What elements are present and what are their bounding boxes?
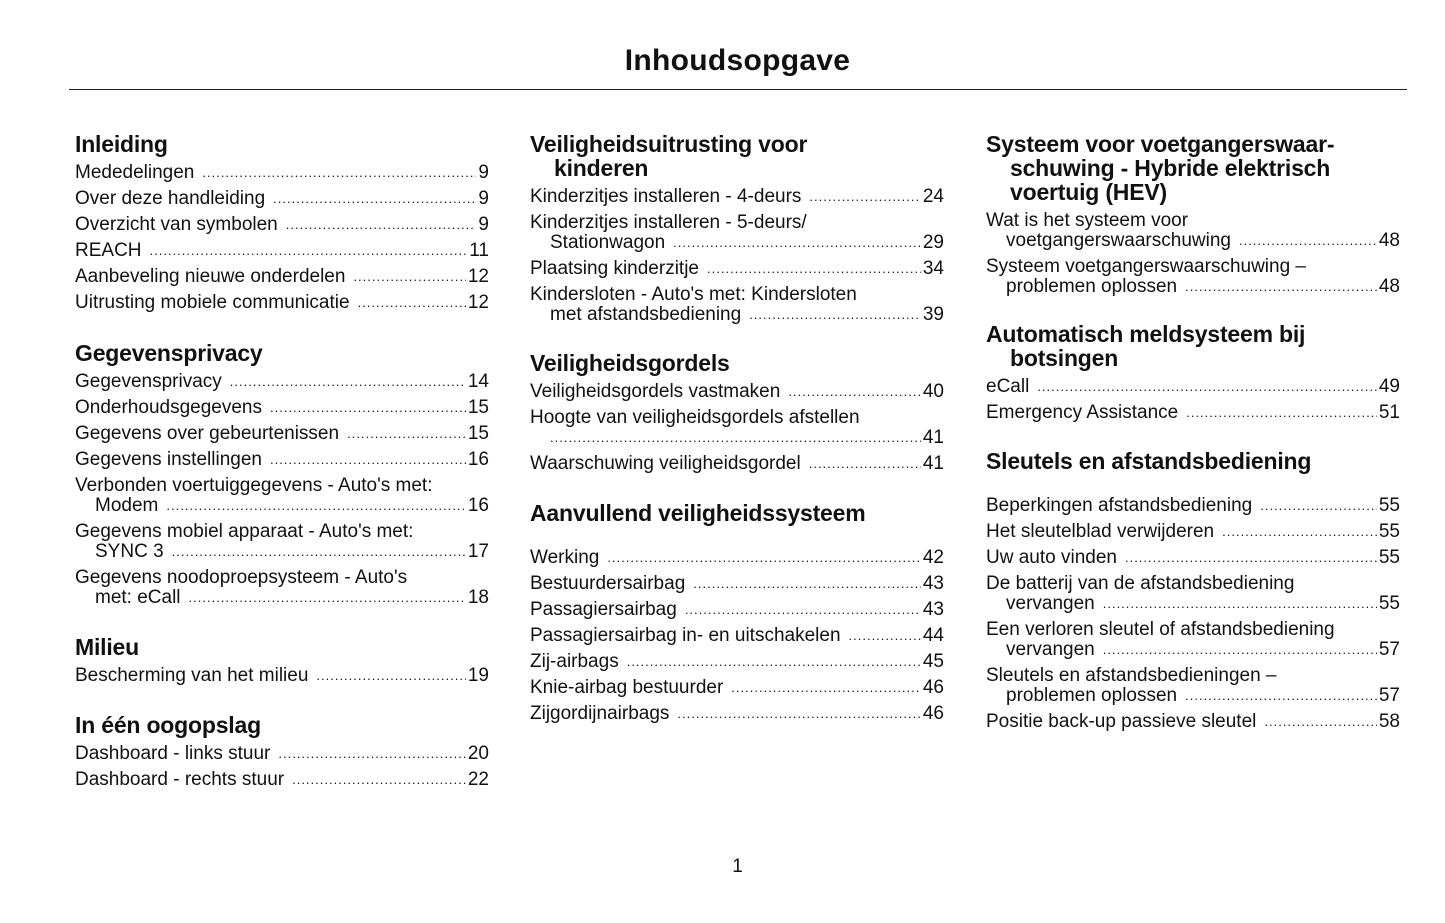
leader-dots xyxy=(1125,548,1377,568)
toc-entry[interactable] xyxy=(986,403,1400,423)
leader-dots xyxy=(809,454,921,474)
toc-entry-title: Overzicht van symbolen xyxy=(75,214,278,235)
toc-section xyxy=(75,132,489,319)
section-heading xyxy=(75,713,489,737)
toc-entry-line xyxy=(530,382,944,402)
toc-section xyxy=(986,132,1400,303)
toc-entry-title: voetgangerswaarschuwing xyxy=(1006,230,1231,251)
toc-entry[interactable] xyxy=(986,211,1400,251)
toc-entry-title: vervangen xyxy=(1006,593,1095,614)
page-title: Inhoudsopgave xyxy=(624,44,851,77)
toc-entry-title: met afstandsbediening xyxy=(550,304,742,325)
leader-dots xyxy=(273,189,476,209)
toc-entry-line xyxy=(75,372,489,392)
toc-entry-page: 48 xyxy=(1378,276,1400,297)
leader-dots xyxy=(731,678,921,698)
toc-entry-title: problemen oplossen xyxy=(1006,685,1178,706)
toc-entry-title: met: eCall xyxy=(95,587,181,608)
leader-dots xyxy=(270,450,466,470)
section-heading-line: kinderen xyxy=(554,155,649,181)
leader-dots xyxy=(1185,277,1377,297)
toc-entry[interactable] xyxy=(75,770,489,790)
toc-entry-title: Positie back-up passieve sleutel xyxy=(986,711,1257,732)
leader-dots xyxy=(707,259,921,279)
toc-section xyxy=(986,322,1400,429)
toc-entry[interactable] xyxy=(75,522,489,562)
toc-entry-title: Waarschuwing veiligheidsgordel xyxy=(530,453,801,474)
toc-entry[interactable] xyxy=(75,372,489,392)
leader-dots xyxy=(1186,403,1377,423)
toc-entry-line xyxy=(530,187,944,207)
section-heading-line: Inleiding xyxy=(75,131,168,157)
leader-dots xyxy=(150,241,468,261)
toc-entry-page: 42 xyxy=(922,547,944,568)
toc-entry-page: 9 xyxy=(478,188,489,209)
toc-entry-page: 24 xyxy=(922,186,944,207)
toc-entry-page: 15 xyxy=(467,423,489,444)
toc-entry[interactable] xyxy=(75,163,489,183)
toc-entry-line xyxy=(530,704,944,724)
section-heading-line: Aanvullend veiligheidssysteem xyxy=(530,500,866,526)
toc-entry[interactable] xyxy=(75,476,489,516)
leader-dots xyxy=(1260,496,1377,516)
toc-entry-page: 51 xyxy=(1378,402,1400,423)
toc-section xyxy=(986,449,1400,738)
toc-entry-page: 45 xyxy=(922,651,944,672)
toc-entry-first-line: Kindersloten - Auto's met: Kindersloten xyxy=(530,284,857,305)
toc-entry-title: Gegevens instellingen xyxy=(75,449,262,470)
toc-entry-line xyxy=(75,241,489,261)
toc-entry-title: REACH xyxy=(75,240,142,261)
section-heading-line: Milieu xyxy=(75,634,139,660)
toc-entry-line xyxy=(75,163,489,183)
toc-entry-title: problemen oplossen xyxy=(1006,276,1178,297)
toc-entry-page: 29 xyxy=(922,232,944,253)
leader-dots xyxy=(677,704,920,724)
section-heading xyxy=(530,501,944,525)
leader-dots xyxy=(316,666,465,686)
toc-entry-page: 12 xyxy=(467,266,489,287)
toc-entry-title: SYNC 3 xyxy=(95,541,164,562)
toc-entry-line xyxy=(530,259,944,279)
toc-entry-title: Emergency Assistance xyxy=(986,402,1179,423)
toc-entry-page: 40 xyxy=(922,381,944,402)
toc-entry[interactable] xyxy=(530,652,944,672)
toc-entry[interactable] xyxy=(986,712,1400,732)
toc-entry[interactable] xyxy=(75,666,489,686)
toc-entry-line xyxy=(530,305,944,325)
leader-dots xyxy=(685,600,921,620)
toc-entry[interactable] xyxy=(530,213,944,253)
toc-section xyxy=(530,501,944,730)
toc-entry-line xyxy=(530,548,944,568)
toc-entry-first-line: Gegevens noodoproepsysteem - Auto's xyxy=(75,567,408,588)
toc-entry-line xyxy=(75,189,489,209)
leader-dots xyxy=(1239,231,1377,251)
section-heading xyxy=(530,351,944,375)
toc-entry-line xyxy=(530,626,944,646)
toc-entry-page: 41 xyxy=(922,427,944,448)
leader-dots xyxy=(550,428,921,448)
toc-entry-title: vervangen xyxy=(1006,639,1095,660)
toc-section xyxy=(75,635,489,692)
toc-entry-line xyxy=(986,496,1400,516)
toc-entry-line xyxy=(75,424,489,444)
toc-entry[interactable] xyxy=(75,744,489,764)
toc-entry-page: 48 xyxy=(1378,230,1400,251)
toc-entry-title: Over deze handleiding xyxy=(75,188,266,209)
toc-entry[interactable] xyxy=(75,293,489,313)
toc-entry-title: Gegevensprivacy xyxy=(75,371,222,392)
toc-entry[interactable] xyxy=(530,187,944,207)
toc-entry-first-line: Kinderzitjes installeren - 5-deurs/ xyxy=(530,212,807,233)
toc-entry-line xyxy=(75,542,489,562)
toc-entry-page: 43 xyxy=(922,599,944,620)
toc-entry-page: 14 xyxy=(467,371,489,392)
toc-entry[interactable] xyxy=(530,574,944,594)
section-heading xyxy=(986,132,1400,204)
section-heading xyxy=(75,341,489,365)
section-heading-line: Sleutels en afstandsbediening xyxy=(986,448,1312,474)
toc-entry[interactable] xyxy=(530,259,944,279)
toc-entry-title: Knie-airbag bestuurder xyxy=(530,677,724,698)
toc-entry-title: Uitrusting mobiele communicatie xyxy=(75,292,350,313)
toc-section xyxy=(530,351,944,480)
toc-entry-line xyxy=(530,233,944,253)
toc-entry-page: 55 xyxy=(1378,495,1400,516)
toc-entry-page: 49 xyxy=(1378,376,1400,397)
section-heading xyxy=(986,322,1400,370)
toc-entry-page: 12 xyxy=(467,292,489,313)
toc-entry-line xyxy=(986,403,1400,423)
toc-entry-line xyxy=(75,267,489,287)
toc-entry-page: 57 xyxy=(1378,639,1400,660)
leader-dots xyxy=(1037,377,1377,397)
toc-entry-page: 19 xyxy=(467,665,489,686)
toc-entry-page: 15 xyxy=(467,397,489,418)
toc-entry-line xyxy=(530,652,944,672)
toc-entry-title: Gegevens over gebeurtenissen xyxy=(75,423,340,444)
leader-dots xyxy=(627,652,921,672)
leader-dots xyxy=(292,770,466,790)
toc-entry-line xyxy=(530,454,944,474)
toc-entry-title: Passagiersairbag xyxy=(530,599,677,620)
toc-entry[interactable] xyxy=(986,574,1400,614)
section-heading-line: Veiligheidsuitrusting voor xyxy=(530,131,808,157)
toc-entry-title: Uw auto vinden xyxy=(986,547,1117,568)
leader-dots xyxy=(607,548,921,568)
section-heading xyxy=(75,635,489,659)
leader-dots xyxy=(693,574,921,594)
toc-entry-page: 44 xyxy=(922,625,944,646)
toc-entry-page: 16 xyxy=(467,495,489,516)
leader-dots xyxy=(270,398,466,418)
leader-dots xyxy=(230,372,466,392)
leader-dots xyxy=(1264,712,1376,732)
toc-entry[interactable] xyxy=(986,522,1400,542)
toc-entry[interactable] xyxy=(986,620,1400,660)
section-heading-line: Systeem voor voetgangerswaar- xyxy=(986,131,1335,157)
toc-entry-title: Beperkingen afstandsbediening xyxy=(986,495,1253,516)
toc-entry-line xyxy=(530,574,944,594)
toc-entry-page: 57 xyxy=(1378,685,1400,706)
toc-entry[interactable] xyxy=(530,285,944,325)
toc-entry-title: Zijgordijnairbags xyxy=(530,703,670,724)
toc-entry[interactable] xyxy=(986,377,1400,397)
toc-entry-title: Passagiersairbag in- en uitschakelen xyxy=(530,625,841,646)
toc-entry[interactable] xyxy=(75,267,489,287)
leader-dots xyxy=(353,267,465,287)
toc-entry-title: Het sleutelblad verwijderen xyxy=(986,521,1215,542)
toc-entry-line xyxy=(75,770,489,790)
toc-entry[interactable] xyxy=(75,424,489,444)
toc-entry[interactable] xyxy=(75,241,489,261)
leader-dots xyxy=(278,744,465,764)
title-divider xyxy=(69,89,1407,90)
section-heading-line: botsingen xyxy=(1010,345,1119,371)
toc-entry-page: 18 xyxy=(467,587,489,608)
leader-dots xyxy=(1222,522,1377,542)
leader-dots xyxy=(749,305,921,325)
toc-entry-line xyxy=(986,686,1400,706)
toc-entry-page: 11 xyxy=(469,240,489,261)
toc-entry-title: eCall xyxy=(986,376,1030,397)
toc-entry-line xyxy=(75,588,489,608)
toc-entry[interactable] xyxy=(530,704,944,724)
toc-entry-line xyxy=(75,450,489,470)
toc-entry-line xyxy=(75,666,489,686)
toc-section xyxy=(75,713,489,796)
toc-entry-page: 43 xyxy=(922,573,944,594)
toc-entry-title: Kinderzitjes installeren - 4-deurs xyxy=(530,186,802,207)
toc-entry[interactable] xyxy=(75,450,489,470)
section-heading-line: Automatisch meldsysteem bij xyxy=(986,321,1306,347)
page-number: 1 xyxy=(732,856,743,877)
toc-entry-line xyxy=(986,712,1400,732)
toc-entry-page: 46 xyxy=(922,703,944,724)
toc-entry-page: 9 xyxy=(478,214,489,235)
leader-dots xyxy=(166,496,466,516)
leader-dots xyxy=(788,382,921,402)
toc-entry-line xyxy=(75,744,489,764)
toc-entry-line xyxy=(986,231,1400,251)
toc-section xyxy=(530,132,944,331)
toc-entry-title: Onderhoudsgegevens xyxy=(75,397,262,418)
toc-entry[interactable] xyxy=(530,454,944,474)
toc-entry-title: Modem xyxy=(95,495,159,516)
toc-entry-first-line: De batterij van de afstandsbediening xyxy=(986,573,1295,594)
toc-entry-first-line: Gegevens mobiel apparaat - Auto's met: xyxy=(75,521,414,542)
section-heading xyxy=(75,132,489,156)
toc-entry-title: Veiligheidsgordels vastmaken xyxy=(530,381,781,402)
toc-entry-page: 9 xyxy=(478,162,489,183)
toc-entry-line xyxy=(75,215,489,235)
toc-section xyxy=(75,341,489,614)
section-heading xyxy=(530,132,944,180)
toc-entry-page: 39 xyxy=(922,304,944,325)
toc-entry[interactable] xyxy=(75,215,489,235)
toc-entry-first-line: Hoogte van veiligheidsgordels afstellen xyxy=(530,407,860,428)
toc-entry-page: 20 xyxy=(467,743,489,764)
toc-entry-page: 55 xyxy=(1378,521,1400,542)
toc-entry[interactable] xyxy=(530,678,944,698)
toc-entry[interactable] xyxy=(986,257,1400,297)
section-heading-line: Veiligheidsgordels xyxy=(530,350,730,376)
leader-dots xyxy=(673,233,921,253)
toc-entry-title: Bescherming van het milieu xyxy=(75,665,309,686)
leader-dots xyxy=(1103,640,1377,660)
toc-entry-page: 22 xyxy=(467,769,489,790)
toc-entry-line xyxy=(530,600,944,620)
toc-entry-title: Werking xyxy=(530,547,600,568)
toc-entry[interactable] xyxy=(530,600,944,620)
toc-entry-page: 41 xyxy=(922,453,944,474)
toc-entry-line xyxy=(530,678,944,698)
toc-entry-title: Zij-airbags xyxy=(530,651,619,672)
toc-entry-line xyxy=(986,594,1400,614)
toc-entry-title: Dashboard - links stuur xyxy=(75,743,271,764)
toc-entry-line xyxy=(75,398,489,418)
leader-dots xyxy=(189,588,466,608)
toc-entry-title: Plaatsing kinderzitje xyxy=(530,258,699,279)
toc-entry[interactable] xyxy=(530,548,944,568)
leader-dots xyxy=(358,293,466,313)
toc-entry[interactable] xyxy=(986,496,1400,516)
toc-entry[interactable] xyxy=(530,626,944,646)
toc-entry-page: 46 xyxy=(922,677,944,698)
toc-entry[interactable] xyxy=(530,408,944,448)
leader-dots xyxy=(286,215,477,235)
leader-dots xyxy=(172,542,466,562)
toc-entry-line xyxy=(986,548,1400,568)
leader-dots xyxy=(1185,686,1377,706)
toc-entry-title: Stationwagon xyxy=(550,232,666,253)
toc-entry-first-line: Systeem voetgangerswaarschuwing – xyxy=(986,256,1307,277)
toc-entry-page: 16 xyxy=(467,449,489,470)
toc-entry[interactable] xyxy=(75,398,489,418)
toc-entry[interactable] xyxy=(75,568,489,608)
section-heading-line: In één oogopslag xyxy=(75,712,261,738)
toc-entry-title: Dashboard - rechts stuur xyxy=(75,769,285,790)
toc-entry-page: 17 xyxy=(467,541,489,562)
toc-entry[interactable] xyxy=(986,666,1400,706)
toc-entry-first-line: Verbonden voertuiggegevens - Auto's met: xyxy=(75,475,433,496)
toc-entry-page: 55 xyxy=(1378,593,1400,614)
toc-entry-line xyxy=(75,293,489,313)
toc-entry[interactable] xyxy=(530,382,944,402)
toc-entry-line xyxy=(986,640,1400,660)
toc-entry-first-line: Sleutels en afstandsbedieningen – xyxy=(986,665,1277,686)
section-heading-line: schuwing - Hybride elektrisch xyxy=(1010,155,1331,181)
toc-entry-page: 55 xyxy=(1378,547,1400,568)
toc-entry-title: Mededelingen xyxy=(75,162,195,183)
leader-dots xyxy=(1103,594,1377,614)
toc-entry-line xyxy=(986,377,1400,397)
toc-entry-page: 58 xyxy=(1378,711,1400,732)
toc-entry-first-line: Een verloren sleutel of afstandsbediening xyxy=(986,619,1335,640)
section-heading xyxy=(986,449,1400,473)
leader-dots xyxy=(202,163,476,183)
leader-dots xyxy=(347,424,466,444)
section-heading-line: voertuig (HEV) xyxy=(1010,179,1167,205)
toc-entry-line xyxy=(530,428,944,448)
leader-dots xyxy=(849,626,921,646)
toc-entry-line xyxy=(75,496,489,516)
toc-entry-title: Bestuurdersairbag xyxy=(530,573,686,594)
toc-entry-first-line: Wat is het systeem voor xyxy=(986,210,1189,231)
leader-dots xyxy=(809,187,920,207)
section-heading-line: Gegevensprivacy xyxy=(75,340,263,366)
toc-entry-title: Aanbeveling nieuwe onderdelen xyxy=(75,266,346,287)
toc-entry[interactable] xyxy=(986,548,1400,568)
toc-entry-line xyxy=(986,522,1400,542)
toc-entry-line xyxy=(986,277,1400,297)
toc-entry-page: 34 xyxy=(922,258,944,279)
toc-entry[interactable] xyxy=(75,189,489,209)
